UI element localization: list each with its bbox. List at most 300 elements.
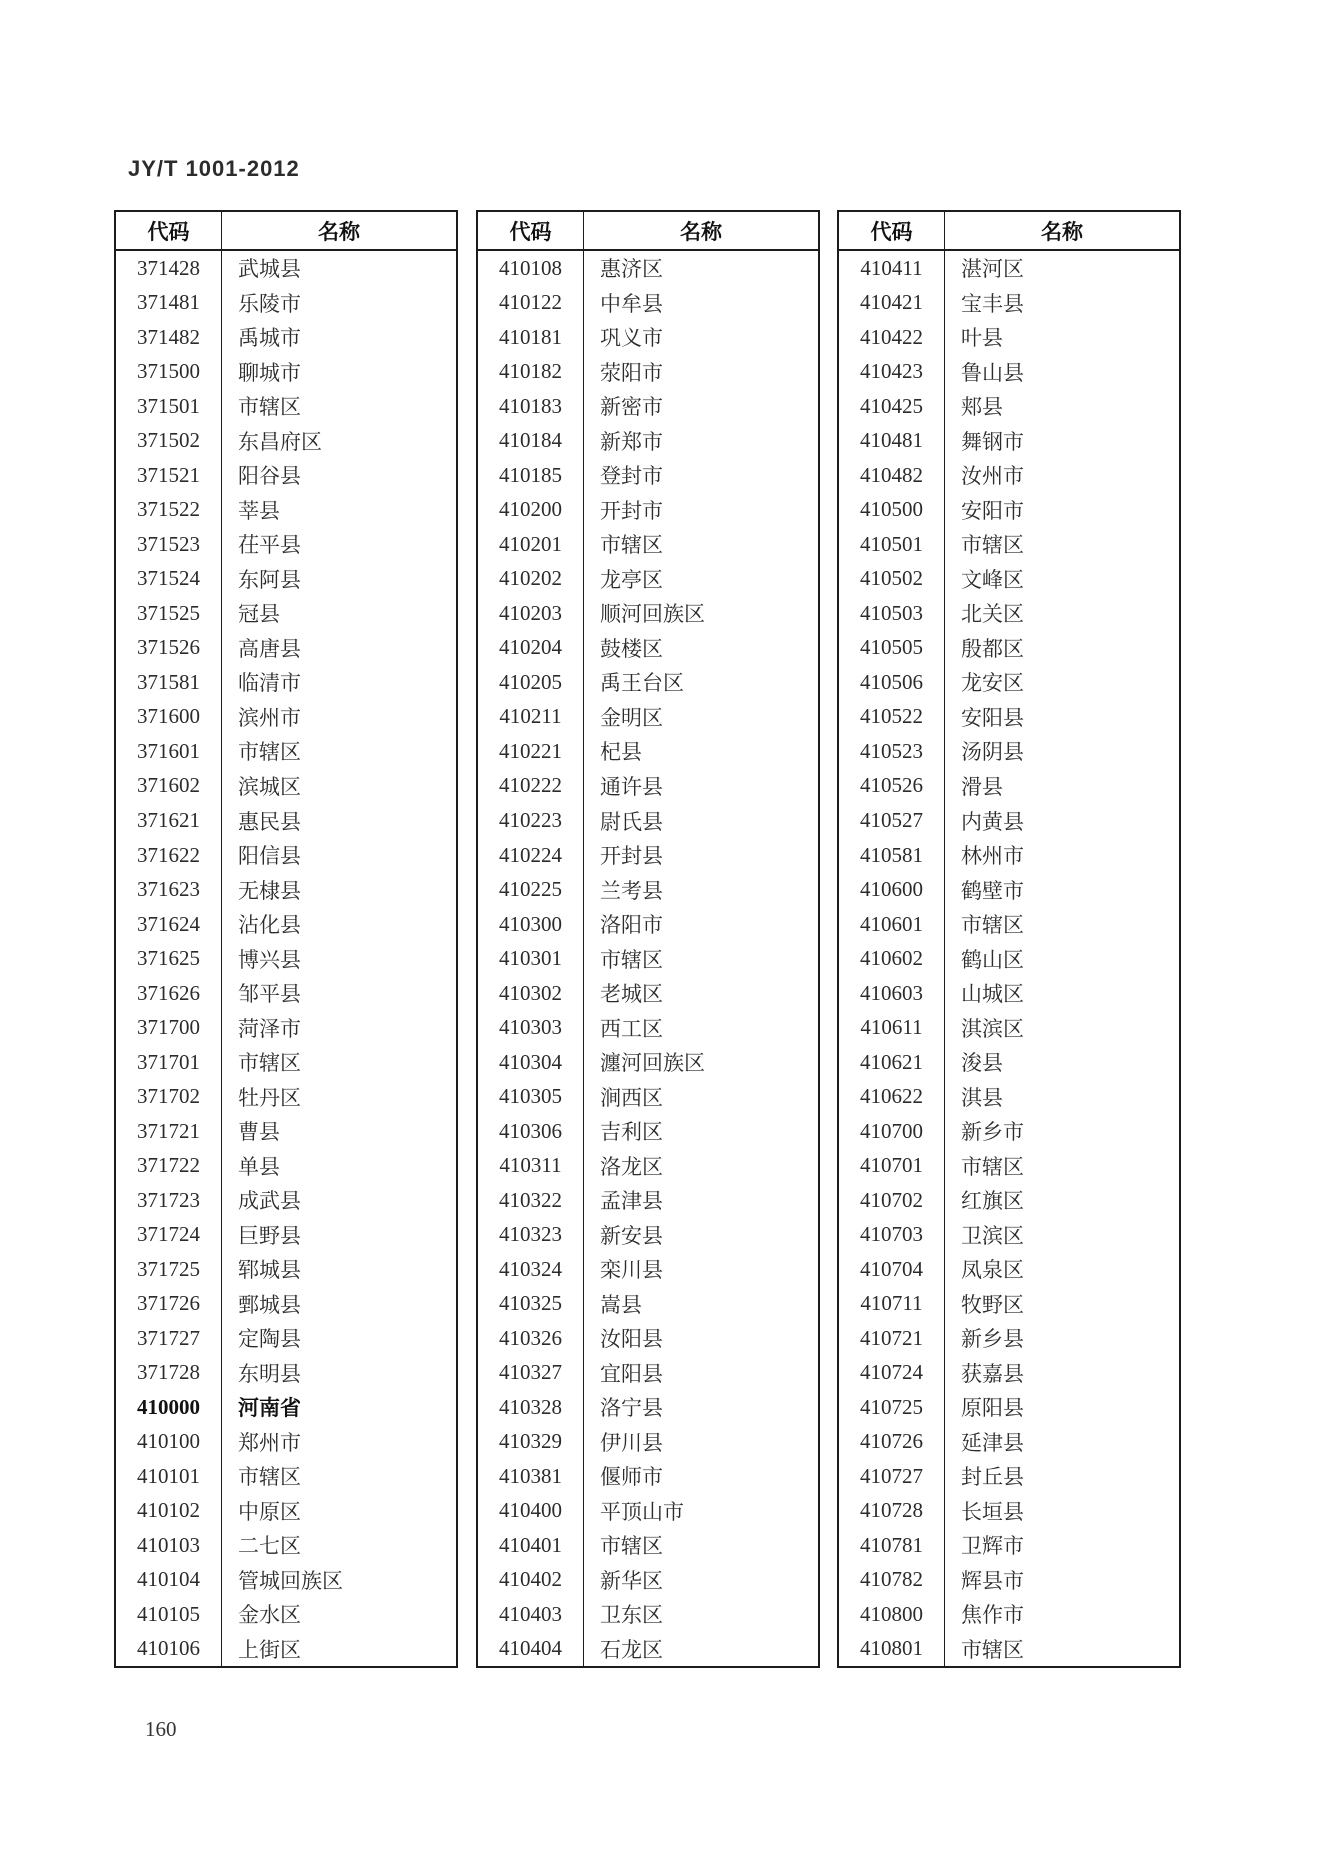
name-cell: 淇滨区 xyxy=(961,1016,1024,1041)
code-cell: 371501 xyxy=(116,389,222,424)
code-cell: 410100 xyxy=(116,1425,222,1460)
name-cell: 新乡县 xyxy=(961,1327,1024,1352)
code-cell: 410323 xyxy=(478,1217,584,1252)
name-cell: 单县 xyxy=(238,1154,280,1179)
code-cell: 410000 xyxy=(116,1390,222,1425)
name-cell: 凤泉区 xyxy=(961,1258,1024,1283)
code-cell: 371623 xyxy=(116,872,222,907)
table-row xyxy=(478,458,818,493)
code-cell: 410726 xyxy=(839,1425,945,1460)
code-cell: 371600 xyxy=(116,700,222,735)
table-row xyxy=(839,1045,1179,1080)
code-cell: 410724 xyxy=(839,1356,945,1391)
table-row xyxy=(839,803,1179,838)
name-cell: 龙安区 xyxy=(961,671,1024,696)
name-cell: 孟津县 xyxy=(600,1189,663,1214)
code-cell: 410482 xyxy=(839,458,945,493)
name-cell: 市辖区 xyxy=(238,740,301,765)
code-cell: 410404 xyxy=(478,1632,584,1667)
table-row xyxy=(478,1079,818,1114)
table-row xyxy=(116,838,456,873)
name-cell: 金水区 xyxy=(238,1603,301,1628)
table-row xyxy=(839,1563,1179,1598)
table-row xyxy=(839,1356,1179,1391)
code-cell: 410222 xyxy=(478,769,584,804)
code-table-middle xyxy=(476,210,820,1668)
code-cell: 371723 xyxy=(116,1183,222,1218)
code-cell: 410302 xyxy=(478,976,584,1011)
table-row xyxy=(478,1183,818,1218)
table-row xyxy=(116,527,456,562)
table-row xyxy=(839,389,1179,424)
code-cell: 410181 xyxy=(478,320,584,355)
table-row xyxy=(839,1148,1179,1183)
code-cell: 410501 xyxy=(839,527,945,562)
code-cell: 371428 xyxy=(116,251,222,286)
name-cell: 新华区 xyxy=(600,1568,663,1593)
code-cell: 410711 xyxy=(839,1286,945,1321)
name-cell: 龙亭区 xyxy=(600,567,663,592)
name-cell: 惠民县 xyxy=(238,809,301,834)
name-cell: 叶县 xyxy=(961,326,1003,351)
table-row xyxy=(478,1045,818,1080)
table-row xyxy=(478,527,818,562)
name-cell: 牧野区 xyxy=(961,1292,1024,1317)
code-cell: 371522 xyxy=(116,493,222,528)
name-cell: 市辖区 xyxy=(961,1637,1024,1662)
name-cell: 长垣县 xyxy=(961,1499,1024,1524)
code-cell: 410328 xyxy=(478,1390,584,1425)
name-cell: 武城县 xyxy=(238,257,301,282)
table-row xyxy=(839,1217,1179,1252)
code-cell: 410526 xyxy=(839,769,945,804)
code-cell: 410322 xyxy=(478,1183,584,1218)
name-cell: 金明区 xyxy=(600,705,663,730)
code-cell: 410303 xyxy=(478,1010,584,1045)
code-cell: 410300 xyxy=(478,907,584,942)
name-cell: 辉县市 xyxy=(961,1568,1024,1593)
name-cell: 无棣县 xyxy=(238,878,301,903)
code-cell: 371621 xyxy=(116,803,222,838)
code-cell: 410782 xyxy=(839,1563,945,1598)
code-table-left xyxy=(114,210,458,1668)
name-cell: 滨城区 xyxy=(238,774,301,799)
name-cell: 成武县 xyxy=(238,1189,301,1214)
code-cell: 410381 xyxy=(478,1459,584,1494)
code-cell: 410221 xyxy=(478,734,584,769)
name-cell: 禹王台区 xyxy=(600,671,684,696)
code-cell: 410701 xyxy=(839,1148,945,1183)
code-cell: 410601 xyxy=(839,907,945,942)
code-cell: 410202 xyxy=(478,562,584,597)
table-row xyxy=(478,562,818,597)
table-row xyxy=(116,907,456,942)
table-row xyxy=(116,1286,456,1321)
name-cell: 博兴县 xyxy=(238,947,301,972)
table-row xyxy=(116,1528,456,1563)
name-cell: 顺河回族区 xyxy=(600,602,705,627)
name-cell: 新密市 xyxy=(600,395,663,420)
table-row xyxy=(478,976,818,1011)
table-row xyxy=(839,665,1179,700)
table-row xyxy=(116,355,456,390)
name-cell: 焦作市 xyxy=(961,1603,1024,1628)
code-cell: 371728 xyxy=(116,1356,222,1391)
name-cell: 尉氏县 xyxy=(600,809,663,834)
name-cell: 市辖区 xyxy=(238,395,301,420)
code-cell: 410183 xyxy=(478,389,584,424)
table-row xyxy=(839,527,1179,562)
table-row xyxy=(839,1010,1179,1045)
code-cell: 410702 xyxy=(839,1183,945,1218)
table-body xyxy=(116,251,456,1666)
table-row xyxy=(478,1425,818,1460)
code-cell: 410325 xyxy=(478,1286,584,1321)
code-cell: 410224 xyxy=(478,838,584,873)
table-row xyxy=(478,838,818,873)
name-cell: 延津县 xyxy=(961,1430,1024,1455)
name-cell: 洛宁县 xyxy=(600,1396,663,1421)
table-row xyxy=(478,1356,818,1391)
table-row xyxy=(839,286,1179,321)
table-row xyxy=(478,1148,818,1183)
name-cell: 汤阴县 xyxy=(961,740,1024,765)
table-row xyxy=(116,424,456,459)
code-cell: 410421 xyxy=(839,286,945,321)
table-row xyxy=(839,838,1179,873)
code-cell: 371724 xyxy=(116,1217,222,1252)
name-cell: 宝丰县 xyxy=(961,291,1024,316)
table-row xyxy=(478,872,818,907)
name-cell: 禹城市 xyxy=(238,326,301,351)
table-row xyxy=(478,907,818,942)
table-row xyxy=(478,1252,818,1287)
table-row xyxy=(839,907,1179,942)
code-cell: 410411 xyxy=(839,251,945,286)
code-cell: 410505 xyxy=(839,631,945,666)
code-cell: 371523 xyxy=(116,527,222,562)
code-cell: 410522 xyxy=(839,700,945,735)
table-row xyxy=(116,734,456,769)
code-cell: 371722 xyxy=(116,1148,222,1183)
name-cell: 杞县 xyxy=(600,740,642,765)
name-cell: 中牟县 xyxy=(600,291,663,316)
code-cell: 371727 xyxy=(116,1321,222,1356)
table-row xyxy=(116,1079,456,1114)
document-standard-code: JY/T 1001-2012 xyxy=(128,156,300,181)
table-header-row xyxy=(478,212,818,251)
name-cell: 老城区 xyxy=(600,982,663,1007)
name-cell: 二七区 xyxy=(238,1534,301,1559)
code-cell: 410311 xyxy=(478,1148,584,1183)
code-cell: 410581 xyxy=(839,838,945,873)
table-row xyxy=(116,1114,456,1149)
name-cell: 牡丹区 xyxy=(238,1085,301,1110)
table-row xyxy=(116,1183,456,1218)
name-cell: 湛河区 xyxy=(961,257,1024,282)
header-code: 代码 xyxy=(839,212,945,249)
name-cell: 涧西区 xyxy=(600,1085,663,1110)
name-cell: 开封市 xyxy=(600,498,663,523)
table-row xyxy=(116,769,456,804)
name-cell: 乐陵市 xyxy=(238,291,301,316)
table-row xyxy=(478,769,818,804)
name-cell: 管城回族区 xyxy=(238,1568,343,1593)
table-row xyxy=(478,1286,818,1321)
table-row xyxy=(839,1183,1179,1218)
name-cell: 冠县 xyxy=(238,602,280,627)
code-cell: 371624 xyxy=(116,907,222,942)
name-cell: 林州市 xyxy=(961,844,1024,869)
table-row xyxy=(839,941,1179,976)
code-cell: 410800 xyxy=(839,1597,945,1632)
name-cell: 新乡市 xyxy=(961,1120,1024,1145)
name-cell: 卫滨区 xyxy=(961,1223,1024,1248)
code-cell: 410403 xyxy=(478,1597,584,1632)
code-cell: 410301 xyxy=(478,941,584,976)
name-cell: 内黄县 xyxy=(961,809,1024,834)
code-cell: 410106 xyxy=(116,1632,222,1667)
code-cell: 410103 xyxy=(116,1528,222,1563)
code-cell: 410108 xyxy=(478,251,584,286)
table-row xyxy=(478,700,818,735)
header-name: 名称 xyxy=(680,220,722,244)
table-row xyxy=(478,1632,818,1667)
table-row xyxy=(116,1045,456,1080)
name-cell: 沾化县 xyxy=(238,913,301,938)
code-cell: 410122 xyxy=(478,286,584,321)
table-row xyxy=(116,389,456,424)
table-row xyxy=(116,596,456,631)
table-row xyxy=(478,1459,818,1494)
name-cell: 红旗区 xyxy=(961,1189,1024,1214)
table-row xyxy=(116,251,456,286)
name-cell: 吉利区 xyxy=(600,1120,663,1145)
table-row xyxy=(116,665,456,700)
name-cell: 淇县 xyxy=(961,1085,1003,1110)
name-cell: 莘县 xyxy=(238,498,280,523)
code-cell: 371701 xyxy=(116,1045,222,1080)
code-cell: 410306 xyxy=(478,1114,584,1149)
table-row xyxy=(839,1425,1179,1460)
code-cell: 410105 xyxy=(116,1597,222,1632)
name-cell: 巩义市 xyxy=(600,326,663,351)
page-number: 160 xyxy=(145,1717,177,1741)
code-cell: 410700 xyxy=(839,1114,945,1149)
name-cell: 偃师市 xyxy=(600,1465,663,1490)
code-cell: 410185 xyxy=(478,458,584,493)
table-row xyxy=(478,1563,818,1598)
code-cell: 410728 xyxy=(839,1494,945,1529)
table-row xyxy=(478,1597,818,1632)
code-cell: 410611 xyxy=(839,1010,945,1045)
code-cell: 371626 xyxy=(116,976,222,1011)
name-cell: 浚县 xyxy=(961,1051,1003,1076)
name-cell: 鹤壁市 xyxy=(961,878,1024,903)
name-cell: 惠济区 xyxy=(600,257,663,282)
name-cell: 安阳县 xyxy=(961,705,1024,730)
table-row xyxy=(116,1459,456,1494)
name-cell: 鹤山区 xyxy=(961,947,1024,972)
name-cell: 市辖区 xyxy=(238,1465,301,1490)
table-row xyxy=(478,493,818,528)
table-row xyxy=(116,1010,456,1045)
name-cell: 嵩县 xyxy=(600,1292,642,1317)
name-cell: 平顶山市 xyxy=(600,1499,684,1524)
table-row xyxy=(116,1494,456,1529)
name-cell: 原阳县 xyxy=(961,1396,1024,1421)
table-row xyxy=(839,700,1179,735)
name-cell: 定陶县 xyxy=(238,1327,301,1352)
table-row xyxy=(116,458,456,493)
code-cell: 371581 xyxy=(116,665,222,700)
table-row xyxy=(839,1459,1179,1494)
table-row xyxy=(839,1252,1179,1287)
name-cell: 东明县 xyxy=(238,1361,301,1386)
table-body xyxy=(839,251,1179,1666)
code-cell: 410621 xyxy=(839,1045,945,1080)
table-row xyxy=(116,1148,456,1183)
code-cell: 410204 xyxy=(478,631,584,666)
table-row xyxy=(478,631,818,666)
name-cell: 鄄城县 xyxy=(238,1292,301,1317)
table-row xyxy=(116,631,456,666)
table-row xyxy=(839,1632,1179,1667)
name-cell: 卫辉市 xyxy=(961,1534,1024,1559)
name-cell: 聊城市 xyxy=(238,360,301,385)
name-cell: 郓城县 xyxy=(238,1258,301,1283)
code-cell: 410211 xyxy=(478,700,584,735)
table-row xyxy=(478,803,818,838)
table-row xyxy=(478,1494,818,1529)
table-row xyxy=(116,1425,456,1460)
code-cell: 371702 xyxy=(116,1079,222,1114)
table-row xyxy=(839,734,1179,769)
code-cell: 410523 xyxy=(839,734,945,769)
name-cell: 殷都区 xyxy=(961,636,1024,661)
name-cell: 郑州市 xyxy=(238,1430,301,1455)
code-cell: 410327 xyxy=(478,1356,584,1391)
header-code: 代码 xyxy=(116,212,222,249)
code-cell: 410721 xyxy=(839,1321,945,1356)
table-row xyxy=(116,286,456,321)
code-cell: 371525 xyxy=(116,596,222,631)
code-cell: 410329 xyxy=(478,1425,584,1460)
name-cell: 荥阳市 xyxy=(600,360,663,385)
name-cell: 市辖区 xyxy=(600,1534,663,1559)
table-row xyxy=(839,355,1179,390)
code-cell: 410182 xyxy=(478,355,584,390)
name-cell: 市辖区 xyxy=(600,947,663,972)
header-name: 名称 xyxy=(318,220,360,244)
name-cell: 安阳市 xyxy=(961,498,1024,523)
table-row xyxy=(116,1632,456,1667)
name-cell: 东昌府区 xyxy=(238,429,322,454)
code-cell: 410423 xyxy=(839,355,945,390)
code-cell: 371625 xyxy=(116,941,222,976)
code-cell: 410801 xyxy=(839,1632,945,1667)
table-row xyxy=(116,872,456,907)
code-cell: 410622 xyxy=(839,1079,945,1114)
table-row xyxy=(478,320,818,355)
table-row xyxy=(116,562,456,597)
table-row xyxy=(839,1079,1179,1114)
table-row xyxy=(839,1494,1179,1529)
code-cell: 410225 xyxy=(478,872,584,907)
table-row xyxy=(839,1321,1179,1356)
code-cell: 371725 xyxy=(116,1252,222,1287)
table-row xyxy=(478,389,818,424)
name-cell: 中原区 xyxy=(238,1499,301,1524)
table-row xyxy=(478,424,818,459)
table-row xyxy=(478,596,818,631)
table-row xyxy=(116,700,456,735)
code-cell: 410500 xyxy=(839,493,945,528)
name-cell: 兰考县 xyxy=(600,878,663,903)
code-cell: 410304 xyxy=(478,1045,584,1080)
table-row xyxy=(116,1321,456,1356)
table-row xyxy=(839,596,1179,631)
name-cell: 临清市 xyxy=(238,671,301,696)
header-name: 名称 xyxy=(1041,220,1083,244)
code-cell: 371602 xyxy=(116,769,222,804)
header-code: 代码 xyxy=(478,212,584,249)
name-cell: 汝州市 xyxy=(961,464,1024,489)
table-row xyxy=(478,1390,818,1425)
table-row xyxy=(478,1528,818,1563)
table-row xyxy=(839,872,1179,907)
table-row xyxy=(478,1217,818,1252)
table-row xyxy=(116,803,456,838)
name-cell: 登封市 xyxy=(600,464,663,489)
name-cell: 上街区 xyxy=(238,1637,301,1662)
table-row xyxy=(116,1217,456,1252)
table-row xyxy=(839,1286,1179,1321)
code-table-right xyxy=(837,210,1181,1668)
code-cell: 410104 xyxy=(116,1563,222,1598)
code-cell: 410506 xyxy=(839,665,945,700)
table-row xyxy=(839,1597,1179,1632)
name-cell: 鲁山县 xyxy=(961,360,1024,385)
name-cell: 东阿县 xyxy=(238,567,301,592)
name-cell: 北关区 xyxy=(961,602,1024,627)
name-cell: 汝阳县 xyxy=(600,1327,663,1352)
table-row xyxy=(839,493,1179,528)
code-cell: 371526 xyxy=(116,631,222,666)
code-cell: 371601 xyxy=(116,734,222,769)
name-cell: 伊川县 xyxy=(600,1430,663,1455)
name-cell: 鼓楼区 xyxy=(600,636,663,661)
name-cell: 阳谷县 xyxy=(238,464,301,489)
name-cell: 市辖区 xyxy=(600,533,663,558)
table-row xyxy=(116,1356,456,1391)
code-cell: 410481 xyxy=(839,424,945,459)
code-cell: 410324 xyxy=(478,1252,584,1287)
table-row xyxy=(478,251,818,286)
code-cell: 371502 xyxy=(116,424,222,459)
code-cell: 410503 xyxy=(839,596,945,631)
table-row xyxy=(478,1010,818,1045)
name-cell: 高唐县 xyxy=(238,636,301,661)
name-cell: 滑县 xyxy=(961,774,1003,799)
name-cell: 瀍河回族区 xyxy=(600,1051,705,1076)
code-cell: 371721 xyxy=(116,1114,222,1149)
code-cell: 410223 xyxy=(478,803,584,838)
name-cell: 曹县 xyxy=(238,1120,280,1145)
table-row xyxy=(116,941,456,976)
code-cell: 410400 xyxy=(478,1494,584,1529)
name-cell: 滨州市 xyxy=(238,705,301,730)
